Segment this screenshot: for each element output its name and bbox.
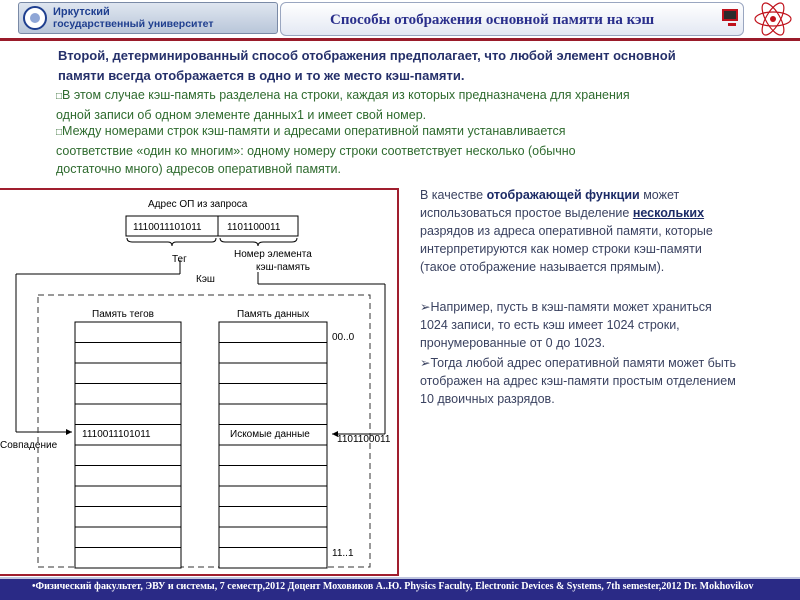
element-label-2: кэш-память [256,262,310,273]
memory-row [75,527,181,548]
memory-row [75,404,181,425]
footer-text: •Физический факультет, ЭВУ и системы, 7 семестр,2012 Доцент Моховиков А..Ю. Physics Faculty, Electronic Devices & Systems, 7th semester,2012 Dr. Mokhovikov [32,581,754,592]
intro-paragraph [58,46,738,86]
match-label: Совпадение [0,440,58,451]
memory-row [75,384,181,405]
header-divider [0,38,800,41]
right-paragraph [420,186,713,276]
university-name-line1: Иркутский [53,6,110,18]
first-row-number: 00..0 [332,332,355,343]
bullet-marker-icon: □ [56,91,63,102]
address-tag-value: 1110011101011 [133,222,202,233]
address-index-value: 1101100011 [227,222,281,233]
memory-row [219,404,327,425]
cache-diagram [0,190,400,575]
university-logo [18,2,278,34]
right-b1-l2: 1024 записи, то есть кэш имеет 1024 строки, [420,318,680,332]
memory-row [219,466,327,487]
right-p1-underlined: нескольких [632,206,705,220]
index-brace [220,238,297,246]
right-b1-l1: Например, пусть в кэш-памяти может храниться [430,300,712,314]
computer-icon [722,9,738,21]
right-b2-l3: 10 двоичных разрядов. [420,392,555,406]
bullet-1-line-1: В этом случае кэш-память разделена на строки, каждая из которых предназначена для хранения [62,88,630,102]
memory-row [75,363,181,384]
right-b1-l3: пронумерованные от 0 до 1023. [420,336,606,350]
bullet-2-line-2: соответствие «один ко многим»: одному номеру строки соответствует несколько (обычно [56,144,576,158]
bullet-2 [56,122,696,178]
right-bullet-2 [420,354,736,408]
arrow-bullet-icon: ➢ [420,300,431,314]
found-data: Искомые данные [230,429,310,440]
memory-row [75,343,181,364]
right-p1-a: В качестве [420,188,487,202]
data-memory-label: Память данных [237,309,310,320]
memory-row [75,445,181,466]
tag-memory-table [75,322,181,568]
cache-label: Кэш [196,274,215,285]
last-row-number: 11..1 [332,548,354,559]
right-bullet-1 [420,298,712,352]
memory-row [75,486,181,507]
bullet-2-line-3: достаточно много) адресов оперативной памяти. [56,162,342,176]
data-memory-table [219,322,327,568]
element-label-1: Номер элемента [234,249,312,260]
memory-row [219,343,327,364]
university-emblem-icon [23,6,47,30]
bullet-2-line-1: Между номерами строк кэш-памяти и адресами оперативной памяти устанавливается [62,124,566,138]
right-p1-c: может [639,188,680,202]
address-label: Адрес ОП из запроса [148,199,248,210]
matched-tag: 1110011101011 [82,429,151,440]
index-input: 1101100011 [337,434,391,445]
atom-emblem-icon [748,0,798,38]
memory-row [219,548,327,569]
right-b2-l2: отображен на адрес кэш-памяти простым отделением [420,374,736,388]
memory-row [75,322,181,343]
arrow-bullet-icon: ➢ [420,356,431,370]
bullet-1-line-2: одной записи об одном элементе данных1 и имеет свой номер. [56,108,427,122]
memory-row [219,445,327,466]
tag-memory-label: Память тегов [92,309,154,320]
university-name-line2: государственный университет [53,18,214,30]
intro-line-2: памяти всегда отображается в одно и то же место кэш-памяти. [58,68,465,83]
memory-row [219,384,327,405]
tag-label: Тег [172,254,187,265]
memory-row [75,548,181,569]
memory-row [219,486,327,507]
right-p1-bold: отображающей функции [486,188,640,202]
memory-row [219,527,327,548]
right-p1-h: (такое отображение называется прямым). [420,260,665,274]
intro-line-1: Второй, детерминированный способ отображения предполагает, что любой элемент основной [58,48,676,63]
right-p1-d: использоваться простое выделение [420,206,633,220]
memory-row [219,507,327,528]
right-p1-g: интерпретируются как номер строки кэш-памяти [420,242,702,256]
memory-row [75,466,181,487]
memory-row [75,507,181,528]
slide-title: Способы отображения основной памяти на кэш [330,12,655,28]
memory-row [219,363,327,384]
right-p1-f: разрядов из адреса оперативной памяти, которые [420,224,713,238]
bullet-marker-icon: □ [56,127,63,138]
tag-brace [127,238,216,246]
right-b2-l1: Тогда любой адрес оперативной памяти может быть [430,356,737,370]
bullet-1 [56,86,696,124]
memory-row [219,322,327,343]
